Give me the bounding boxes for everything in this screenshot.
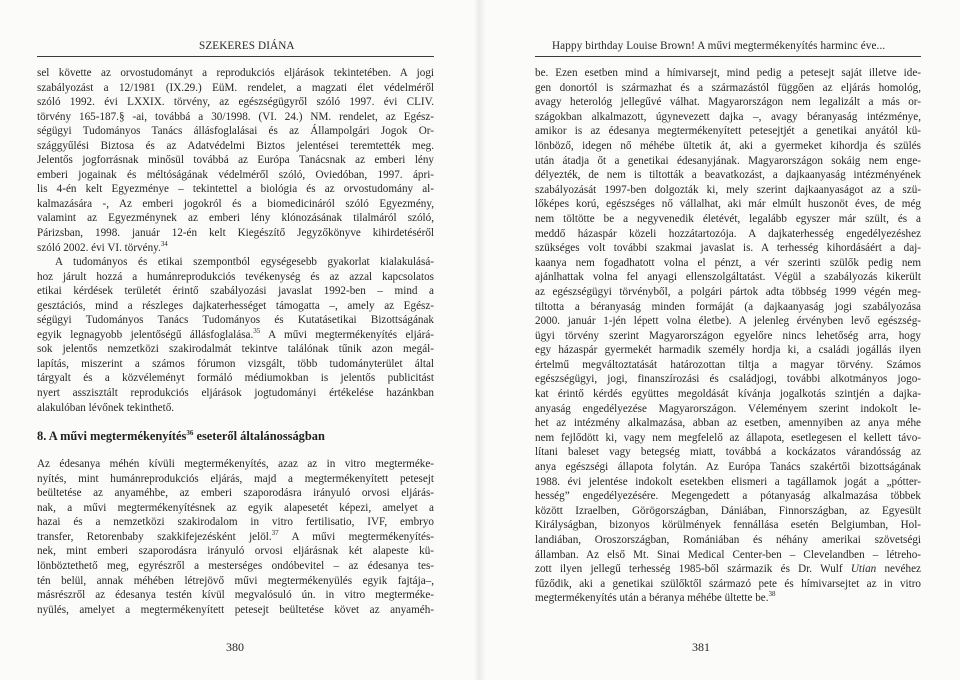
text-line: tárgyalt és a közvéleményt formáló médiumokban is jelentős publicitást xyxy=(37,372,434,385)
text-line: anya egészségi állapota folytán. Az Európa Tanács szakértői bizottságának xyxy=(535,461,921,474)
text-line: kaanya nem fogadhatott volna el pénzt, a vér szerinti szülők pedig nem xyxy=(535,256,921,269)
header-rule xyxy=(37,56,434,57)
text-line: egy házaspár gyermekét harmadik személy hordja ki, a családi jogállás ilyen xyxy=(535,344,921,357)
right-body-text xyxy=(535,66,921,606)
text-line: Az édesanya méhén kívüli megtermékenyítés, azaz az in vitro megterméke- xyxy=(37,458,434,471)
text-line: meddő házaspár közeli hozzátartozója. A dajkaterhesség engedélyezéshez xyxy=(535,227,921,240)
text-line: emberi jogainak és méltóságának védelméről szóló, Oviedóban, 1997. ápri- xyxy=(37,168,434,181)
text-line: Párizsban, 1998. január 12-én kelt Kiegészítő Jegyzőkönyve kihirdetéséről xyxy=(37,227,434,240)
text-line: sel követte az orvostudományt a reprodukciós eljárások tekintetében. A jogi xyxy=(37,67,434,79)
book-gutter xyxy=(474,0,486,680)
text-line: nyert asszisztált reprodukciós eljárások jogtudományi értékelése hazánkban xyxy=(37,387,434,400)
text-line: nyülés, amelyet a megtermékenyített petesejt beültetése követ az anyaméh- xyxy=(37,603,434,616)
text-line: államban. Az első Mt. Sinai Medical Center-ben – Clevelandben – létreho- xyxy=(535,548,921,561)
text-line xyxy=(535,562,921,577)
text-line: het az intézmény alkalmazása, abban az esetben, amennyiben az anya méhe xyxy=(535,417,921,430)
text-fragment: szóló 2002. évi VI. törvény. xyxy=(37,241,161,254)
footnote-marker-38[interactable]: 38 xyxy=(768,590,776,599)
text-line: A tudományos és etikai szempontból egységesebb gyakorlat kialakulásá- xyxy=(55,256,434,269)
text-line: szabályozását 1997-ben dolgozták ki, mely szerint dajkaanyaságot az a szü- xyxy=(535,183,921,196)
text-line: hoz járult hozzá a humánreprodukciós tevékenység és az azzal kapcsolatos xyxy=(37,270,434,283)
text-line: szággyűlési Biztosa és az Adatvédelmi Biztos jelentései teremtették meg. xyxy=(37,139,434,152)
text-line: be. Ezen esetben mind a hímivarsejt, mind pedig a petesejt saját illetve ide- xyxy=(535,67,921,79)
heading-part: ről általánosságban xyxy=(221,429,325,444)
text-line xyxy=(37,328,434,343)
text-line: lönböztethető meg, egyrészről a mesterséges ondóbevitel – az édesanya tes- xyxy=(37,559,434,572)
text-line: szabályozást a 12/1981 (IX.29.) EüM. rendelet, a magzati élet védelméről xyxy=(37,81,434,94)
text-line: anyaság engedélyezése Magyarországon. Véleményem szerint indokolt le- xyxy=(535,402,921,415)
text-fragment: zott ilyen jellegű terhesség 1985-ből származik és Dr. Wulf xyxy=(535,563,843,576)
text-line: avagy heterológ jellegűvé válhat. Magyarországon nem legalizált a más or- xyxy=(535,96,921,109)
text-line: nem fejlődött ki, vagy nem megfelelő az állapota, esetlegesen el kellett távo- xyxy=(535,431,921,444)
running-head-title: Happy birthday Louise Brown! A művi megtermékenyítés harminc éve... xyxy=(552,40,886,52)
text-line: fűződik, aki a genetikai szülőktől származó pete és hímivarsejtet az in vitro xyxy=(535,577,921,590)
text-line: lítani baleset vagy betegség miatt, továbbá a kockázatos várandósság az xyxy=(535,446,921,459)
running-head-author: SZEKERES DIÁNA xyxy=(199,40,295,52)
text-line: sok jelentős nemzetközi szakirodalmát tekintve találónak tűnik azon megál- xyxy=(37,343,434,356)
text-line: ségügyi Tudományos Tanács állásfoglalásai és az Állampolgári Jogok Or- xyxy=(37,125,434,138)
footnote-marker-37[interactable]: 37 xyxy=(271,528,279,537)
text-line: gen donortól is származhat és a származástól függően az eljárás homológ, xyxy=(535,81,921,94)
text-line: nak, a művi megtermékenyítésnek az egyik alapesetét képezi, amelyet a xyxy=(37,501,434,514)
text-line: szükséges volt további szakmai javaslat is. A terhesség kihordásáért a daj- xyxy=(535,242,921,255)
text-line: beültetése az anyaméhbe, az emberi szaporodásra irányuló orvosi eljárás- xyxy=(37,487,434,500)
text-line xyxy=(37,530,434,545)
text-fragment: A művi megtermékenyítés eljárá- xyxy=(268,328,434,341)
text-line: egészségügyi, jogi, finanszírozási és családjogi, további alkotmányos jogo- xyxy=(535,373,921,386)
heading-part: 8. A művi megtermékenyítés xyxy=(37,429,187,444)
text-line: tén belül, annak méhében létrejövő művi megtermékenyülés egyik fajtája–, xyxy=(37,574,434,587)
text-line: másrészről az édesanya testén kívül megvalósuló ún. in vitro megtermékе- xyxy=(37,589,434,602)
text-line: lönböző, idegen nő méhébe ültetik át, aki a gyermeket kihordja és szülés xyxy=(535,139,921,152)
text-line: ségügyi Tudományos Tanács Tudományos és Kutatásetikai Bizottságának xyxy=(37,314,434,327)
text-line: nek, mint emberi szaporodásra irányuló orvosi eljárásnak két alapeste kü- xyxy=(37,545,434,558)
text-line: után átadja őt a genetikai édesanyjának. Magyarországon sokáig nem enge- xyxy=(535,154,921,167)
right-page xyxy=(490,0,960,680)
text-line: délyezték, de nem is tiltották a beavatkozást, a dajkaanyaság intézményének xyxy=(535,169,921,182)
text-line: értelmű megváltoztatását határozottan tiltja a magyar törvény. Számos xyxy=(535,358,921,371)
header-rule xyxy=(535,56,921,57)
text-line: 2000. január 1-jén lépett volna életbe). A jelenleg érvényben levő egészség- xyxy=(535,315,921,328)
page-number: 380 xyxy=(226,640,244,654)
text-line: Királyságban, bizonyos körülmények fennállása esetén Belgiumban, Hol- xyxy=(535,519,921,532)
text-line: nyítés, mint humánreprodukciós eljárás, majd a megtermékenyített petesejt xyxy=(37,472,434,485)
italic-name: Utian xyxy=(850,563,877,576)
page-number: 381 xyxy=(692,640,710,654)
text-line: ajánlhattak volna fel anyagi ellenszolgáltatást. Végül a szabályozás kikerült xyxy=(535,271,921,284)
text-line: nem töltötte be a negyvenedik életévét, legalább egyszer már szült, és a xyxy=(535,212,921,225)
text-line: amikor is az édesanya megtermékenyített petesejtjét a genetikai anyától kü- xyxy=(535,125,921,138)
text-line: lőképes korú, egészséges nő vállalhat, aki már elmúlt huszonöt éves, de még xyxy=(535,198,921,211)
text-line: tiltotta a béranyaság minden formáját (a dajkaanyaság jogi szabályozása xyxy=(535,300,921,313)
text-fragment: egyik legnagyobb jelentőségű állásfoglalása. xyxy=(37,328,254,341)
footnote-marker-35[interactable]: 35 xyxy=(253,326,261,335)
text-line: között Izraelben, Görögországban, Dániában, Finnországban, az Egyesült xyxy=(535,504,921,517)
text-line: lapítás, miszerint a számos fórumon vizsgált, több tudományterület által xyxy=(37,357,434,370)
text-line: landiában, Oroszországban, Romániában és néhány amerikai szövetségi xyxy=(535,534,921,546)
text-line: 1988. évi jelentése indokolt esetekben elismeri a tagállamok jogát a „pótter- xyxy=(535,475,921,488)
text-line: lis 4-én kelt Egyezménye – tekintettel a biológia és az orvostudomány al- xyxy=(37,183,434,196)
text-line: hesség” engedélyezésére. Megengedett a pótanyaság alkalmazása többek xyxy=(535,490,921,503)
text-line xyxy=(535,591,921,606)
text-line: alakulóban lévőnek tekinthető. xyxy=(37,401,175,414)
text-line: etikai kérdések területét érintő szabályozási javaslat 1992-ben – mind a xyxy=(37,285,434,298)
footnote-marker-34[interactable]: 34 xyxy=(160,239,168,248)
text-line: Jelentős jogforrásnak minősül továbbá az Európa Tanácsnak az emberi lény xyxy=(37,154,434,167)
heading-part: esete xyxy=(193,429,222,444)
text-line: szágokban alkalmazott, úgynevezett dajka –, avagy béranyaság intézménye, xyxy=(535,110,921,123)
text-line: törvény 165-187.§ -ai, továbbá a 30/1998. (VI. 24.) NM. rendelet, az Egész- xyxy=(37,110,434,123)
text-line: hazai és a nemzetközi szakirodalom in vitro fertilisatio, IVF, embryo xyxy=(37,516,434,529)
left-page xyxy=(0,0,470,680)
text-line: az egészségügyi törvényből, a polgári pártok adta többség 1999 végén meg- xyxy=(535,285,921,298)
section-heading xyxy=(37,427,434,445)
text-fragment: megtermékenyítés után a béranya méhébe ültette be. xyxy=(535,592,769,605)
text-fragment: nevéhez xyxy=(884,563,921,576)
text-line xyxy=(37,241,434,256)
text-line: kalmazására -, Az emberi jogokról és a biomedicináról szóló Egyezmény, xyxy=(37,197,434,210)
text-fragment: A művi megtermékenyítés- xyxy=(291,530,434,543)
text-line: valamint az Egyezménynek az emberi lény klónozásának tilalmáról szóló, xyxy=(37,212,434,225)
text-line: kat érintő kérdés együttes megoldását kívánja jogalkotás szintjén a dajka- xyxy=(535,388,921,401)
text-line: gesztációs, mind a részleges dajkaterhességet támogatta –, amely az Egész- xyxy=(37,299,434,312)
text-line: szóló 1992. évi LXXIX. törvény, az egészségügyről szóló 1997. évi CLIV. xyxy=(37,96,434,109)
text-line: ügyi törvény szerint Magyarországon egyelőre nincs lehetőség arra, hogy xyxy=(535,329,921,342)
text-fragment: transfer, Retorenbaby szakkifejezésként jelöl. xyxy=(37,530,272,543)
left-body-text xyxy=(37,66,434,617)
footnote-marker-36[interactable]: 36 xyxy=(186,429,194,438)
